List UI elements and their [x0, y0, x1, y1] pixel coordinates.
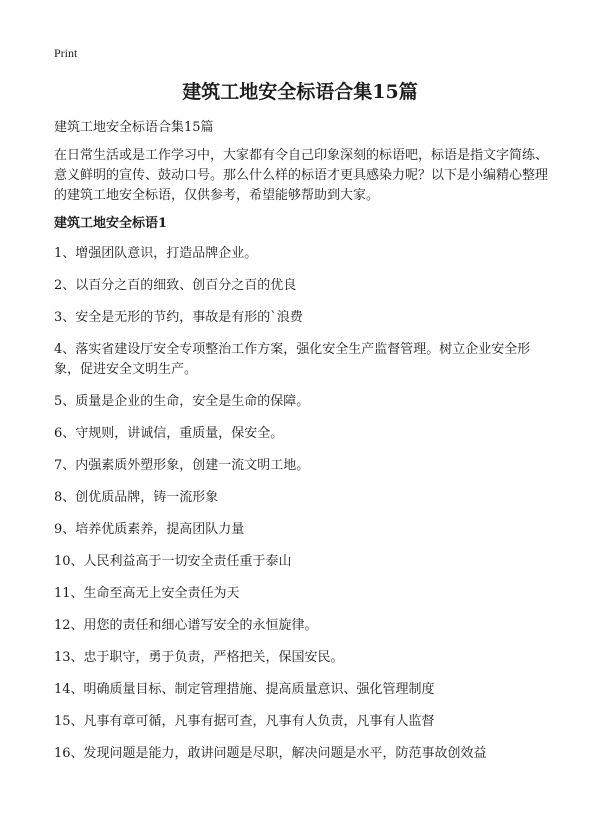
slogan-item: 13、忠于职守，勇于负责，严格把关，保国安民。: [54, 650, 344, 665]
slogan-item: 3、安全是无形的节约，事故是有形的`浪费: [54, 310, 303, 325]
article-intro: 在日常生活或是工作学习中，大家都有令自己印象深刻的标语吧，标语是指文字简练、意义鲜明的宣传、鼓动口号。那么什么样的标语才更具感染力呢？以下是小编精心整理的建筑工地安全标语，仅供参考，希望能够帮助到大家。: [54, 148, 549, 203]
article-body: [54, 118, 554, 776]
slogan-item: 14、明确质量目标、制定管理措施、提高质量意识、强化管理制度: [54, 682, 435, 697]
slogan-item: 5、质量是企业的生命，安全是生命的保障。: [54, 394, 310, 409]
slogan-item: 16、发现问题是能力，敢讲问题是尽职，解决问题是水平，防范事故创效益: [54, 746, 487, 761]
slogan-item: 4、落实省建设厅安全专项整治工作方案，强化安全生产监督管理。树立企业安全形象，促进安全文明生产。: [54, 342, 531, 377]
document-title: 建筑工地安全标语合集15篇: [182, 81, 418, 103]
slogan-item: 12、用您的责任和细心谱写安全的永恒旋律。: [54, 618, 318, 633]
slogan-item: 1、增强团队意识，打造品牌企业。: [54, 246, 258, 261]
slogan-item: 7、内强素质外塑形象，创建一流文明工地。: [54, 458, 310, 473]
slogan-item: 15、凡事有章可循，凡事有据可查，凡事有人负责，凡事有人监督: [54, 714, 435, 729]
slogan-item: 9、培养优质素养，提高团队力量: [54, 522, 245, 537]
article-subtitle: 建筑工地安全标语合集15篇: [54, 120, 214, 135]
section-heading: 建筑工地安全标语1: [54, 216, 168, 231]
slogan-item: 8、创优质品牌，铸一流形象: [54, 490, 219, 505]
slogan-item: 6、守规则，讲诚信，重质量，保安全。: [54, 426, 284, 441]
slogan-item: 10、人民利益高于一切安全责任重于泰山: [54, 554, 292, 569]
slogan-item: 11、生命至高无上安全责任为天: [54, 586, 240, 601]
slogan-list: [54, 244, 554, 764]
print-link[interactable]: Print: [54, 46, 78, 60]
slogan-item: 2、以百分之百的细致、创百分之百的优良: [54, 278, 297, 293]
